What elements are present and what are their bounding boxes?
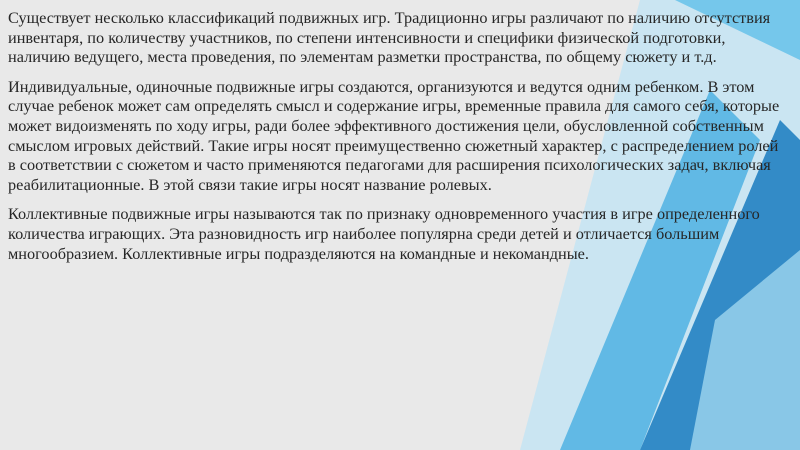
paragraph-collective-games: Коллективные подвижные игры называются так по признаку одновременного участия в игре определенного количества играющих. Эта разновидность игр наиболее популярна среди детей и отличается большим многообразием. Коллективные игры подразделяются на командные и некомандные. xyxy=(8,204,760,263)
slide-content xyxy=(8,8,780,273)
paragraph-individual-games: Индивидуальные, одиночные подвижные игры создаются, организуются и ведутся одним ребенком. В этом случае ребенок может сам определять смысл и содержание игры, временные правила для самого себя, которые может видоизменять по ходу игры, ради более эффективного достижения цели, обусловленной собственным смыслом игровых действий. Такие игры носят преимущественно сюжетный характер, с распределением ролей в соответствии с сюжетом и часто применяются педагогами для расширения психологических задач, включая реабилитационные. В этой связи такие игры носят название ролевых. xyxy=(8,76,780,194)
paragraph-classifications: Существует несколько классификаций подвижных игр. Традиционно игры различают по наличию отсутствия инвентаря, по количеству участников, по степени интенсивности и специфики физической подготовки, наличию ведущего, места проведения, по элементам разметки пространства, по общему сюжету и т.д. xyxy=(8,8,771,67)
